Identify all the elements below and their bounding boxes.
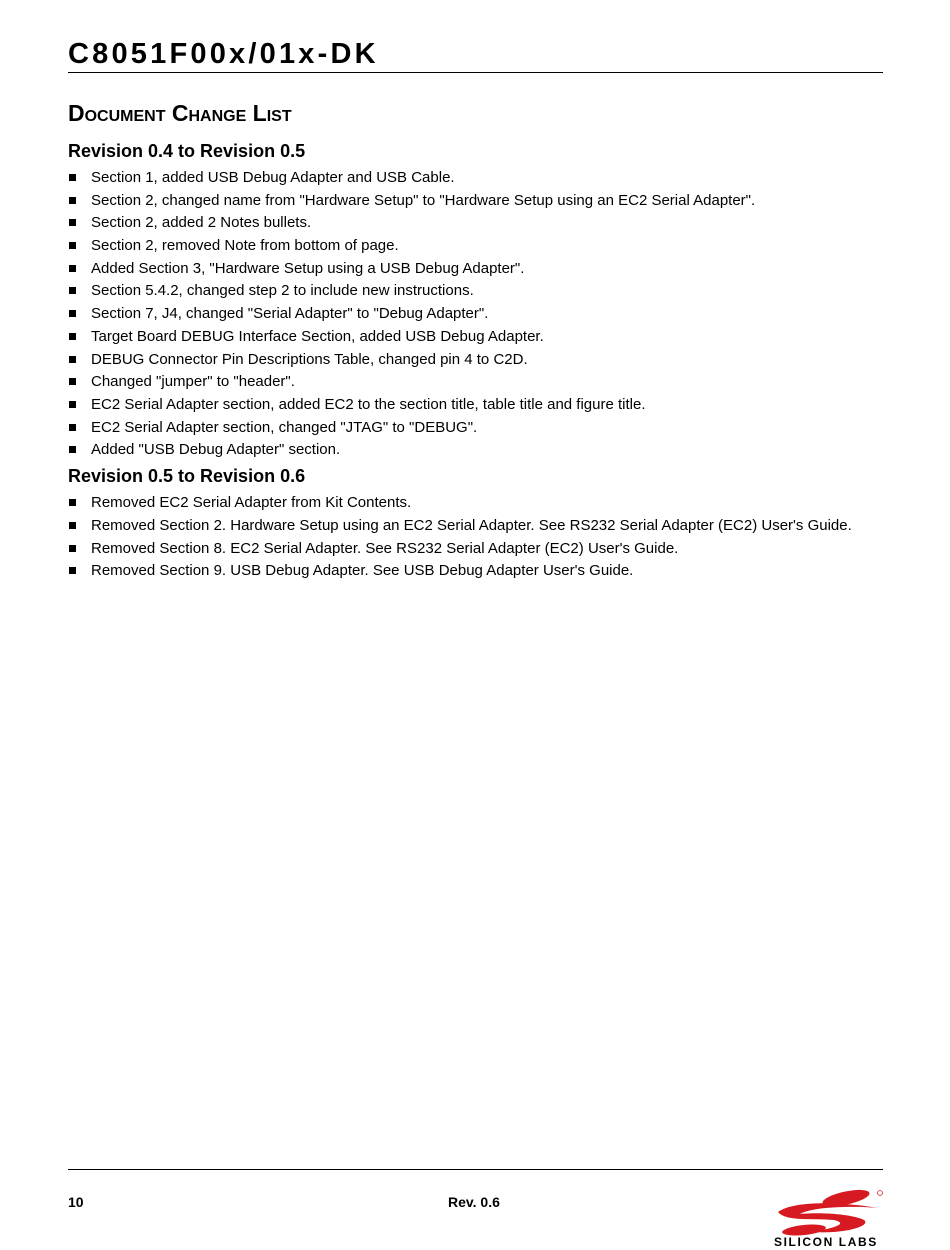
page-header xyxy=(68,38,883,73)
list-item-text: Removed Section 9. USB Debug Adapter. See USB Debug Adapter User's Guide. xyxy=(91,562,634,580)
list-item xyxy=(68,236,883,255)
square-bullet-icon xyxy=(69,545,76,552)
list-item-text: Section 2, added 2 Notes bullets. xyxy=(91,214,312,232)
square-bullet-icon xyxy=(69,310,76,317)
list-item-text: Section 2, removed Note from bottom of page. xyxy=(91,237,399,255)
document-body xyxy=(68,98,883,584)
list-item-text: Removed Section 2. Hardware Setup using an EC2 Serial Adapter. See RS232 Serial Adapter (EC2) User's Guide. xyxy=(91,516,852,534)
list-item xyxy=(68,516,883,535)
list-item xyxy=(68,350,883,369)
square-bullet-icon xyxy=(69,265,76,272)
list-item xyxy=(68,372,883,391)
list-item xyxy=(68,168,883,187)
square-bullet-icon xyxy=(69,219,76,226)
change-list xyxy=(68,168,883,459)
square-bullet-icon xyxy=(69,424,76,431)
square-bullet-icon xyxy=(69,522,76,529)
square-bullet-icon xyxy=(69,287,76,294)
list-item-text: Removed EC2 Serial Adapter from Kit Contents. xyxy=(91,494,412,512)
list-item-text: Removed Section 8. EC2 Serial Adapter. See RS232 Serial Adapter (EC2) User's Guide. xyxy=(91,539,679,557)
section-title: Document Change List xyxy=(68,100,292,126)
list-item xyxy=(68,418,883,437)
list-item-text: EC2 Serial Adapter section, added EC2 to the section title, table title and figure title. xyxy=(91,395,646,413)
list-item xyxy=(68,259,883,278)
list-item-text: Section 1, added USB Debug Adapter and USB Cable. xyxy=(91,169,455,186)
list-item-text: EC2 Serial Adapter section, changed "JTAG" to "DEBUG". xyxy=(91,418,478,436)
square-bullet-icon xyxy=(69,499,76,506)
list-item-text: Target Board DEBUG Interface Section, added USB Debug Adapter. xyxy=(91,327,544,345)
revision-label: Rev. 0.6 xyxy=(448,1194,500,1210)
list-item-text: Section 5.4.2, changed step 2 to include new instructions. xyxy=(91,282,474,300)
list-item xyxy=(68,213,883,232)
change-list xyxy=(68,493,883,580)
logo-text: SILICON LABS xyxy=(774,1235,878,1248)
page-footer xyxy=(68,1169,883,1248)
list-item xyxy=(68,304,883,323)
list-item-text: Section 2, changed name from "Hardware Setup" to "Hardware Setup using an EC2 Serial Adapter". xyxy=(91,191,756,209)
square-bullet-icon xyxy=(69,333,76,340)
revision-heading: Revision 0.4 to Revision 0.5 xyxy=(68,141,306,161)
square-bullet-icon xyxy=(69,446,76,453)
list-item xyxy=(68,561,883,580)
list-item-text: Added Section 3, "Hardware Setup using a USB Debug Adapter". xyxy=(91,259,525,277)
square-bullet-icon xyxy=(69,174,76,181)
square-bullet-icon xyxy=(69,356,76,363)
square-bullet-icon xyxy=(69,197,76,204)
list-item xyxy=(68,493,883,512)
list-item xyxy=(68,281,883,300)
page-number: 10 xyxy=(68,1194,84,1210)
square-bullet-icon xyxy=(69,567,76,574)
document-title: C8051F00x/01x-DK xyxy=(68,38,379,70)
list-item xyxy=(68,440,883,459)
list-item-text: DEBUG Connector Pin Descriptions Table, changed pin 4 to C2D. xyxy=(91,350,528,368)
square-bullet-icon xyxy=(69,401,76,408)
list-item xyxy=(68,327,883,346)
list-item xyxy=(68,539,883,558)
silicon-labs-logo xyxy=(774,1188,886,1248)
square-bullet-icon xyxy=(69,242,76,249)
square-bullet-icon xyxy=(69,378,76,385)
revision-heading: Revision 0.5 to Revision 0.6 xyxy=(68,466,306,487)
list-item xyxy=(68,395,883,414)
list-item xyxy=(68,191,883,210)
list-item-text: Changed "jumper" to "header". xyxy=(91,373,295,391)
list-item-text: Added "USB Debug Adapter" section. xyxy=(91,441,341,459)
list-item-text: Section 7, J4, changed "Serial Adapter" to "Debug Adapter". xyxy=(91,305,489,323)
